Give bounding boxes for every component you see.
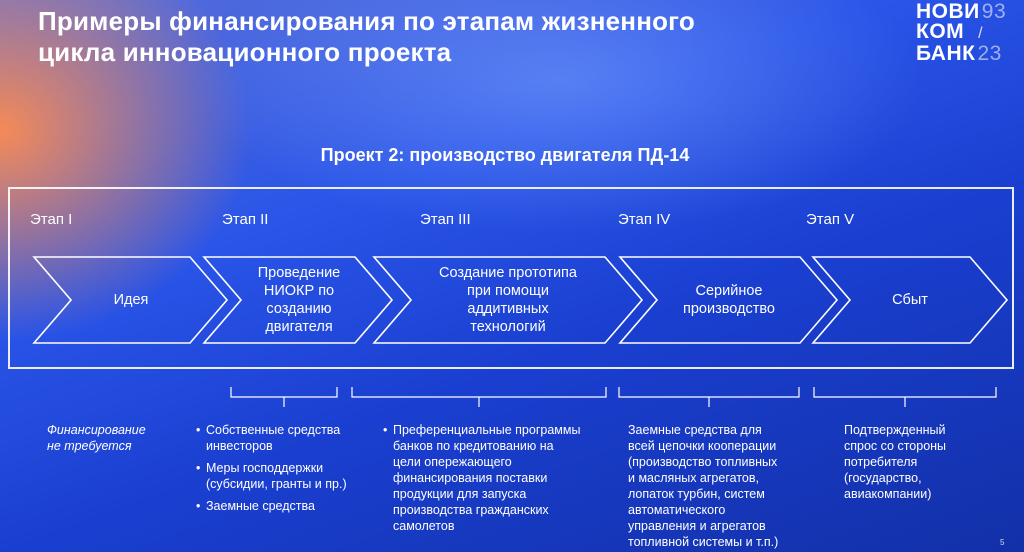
project-subtitle: Проект 2: производство двигателя ПД-14: [320, 145, 690, 165]
list-item: • Собственные средства инвесторов: [196, 422, 376, 454]
brace-stage-2: [231, 385, 337, 409]
stage-label-2: Этап II: [222, 211, 269, 228]
stage-label-5: Этап V: [806, 211, 855, 228]
step-research: Проведение НИОКР по созданию двигателя: [257, 265, 341, 335]
brace-stage-5: [814, 385, 996, 409]
financing-stage-5: Подтвержденный спрос со стороны потребителя (государство, авиакомпании): [844, 423, 947, 501]
list-item: • Заемные средства: [196, 498, 376, 514]
stage-label-3: Этап III: [420, 211, 471, 228]
financing-stage-4: Заемные средства для всей цепочки кооперации (производство топливных и масляных агрегатов, лопаток турбин, систем автоматического управления и агрегатов топливной системы и т.п.): [628, 423, 779, 549]
step-prototype: Создание прототипа при помощи аддитивных технологий: [439, 265, 577, 335]
page-title: Примеры финансирования по этапам жизненного цикла инновационного проекта: [38, 6, 695, 67]
financing-stage-2: [196, 422, 376, 520]
brace-stage-3: [352, 385, 606, 409]
step-sales: Сбыт: [892, 292, 928, 308]
stage-label-4: Этап IV: [618, 211, 671, 228]
list-item: • Меры господдержки (субсидии, гранты и пр.): [196, 460, 376, 492]
financing-stage-3: [383, 422, 613, 540]
list-item: • Преференциальные программы банков по кредитованию на цели опережающего финансирования поставки продукции для запуска производства гражданских самолетов: [383, 422, 613, 534]
brace-stage-4: [619, 385, 799, 409]
stage-label-1: Этап I: [30, 211, 73, 228]
financing-stage-1: Финансирование не требуется: [47, 423, 146, 453]
step-serial-production: Серийное производство: [683, 283, 775, 317]
page-number: 5: [1000, 538, 1005, 547]
bank-logo: НОВИ 93 КОМ / БАНК 23: [916, 0, 1007, 65]
step-idea: Идея: [113, 292, 149, 308]
